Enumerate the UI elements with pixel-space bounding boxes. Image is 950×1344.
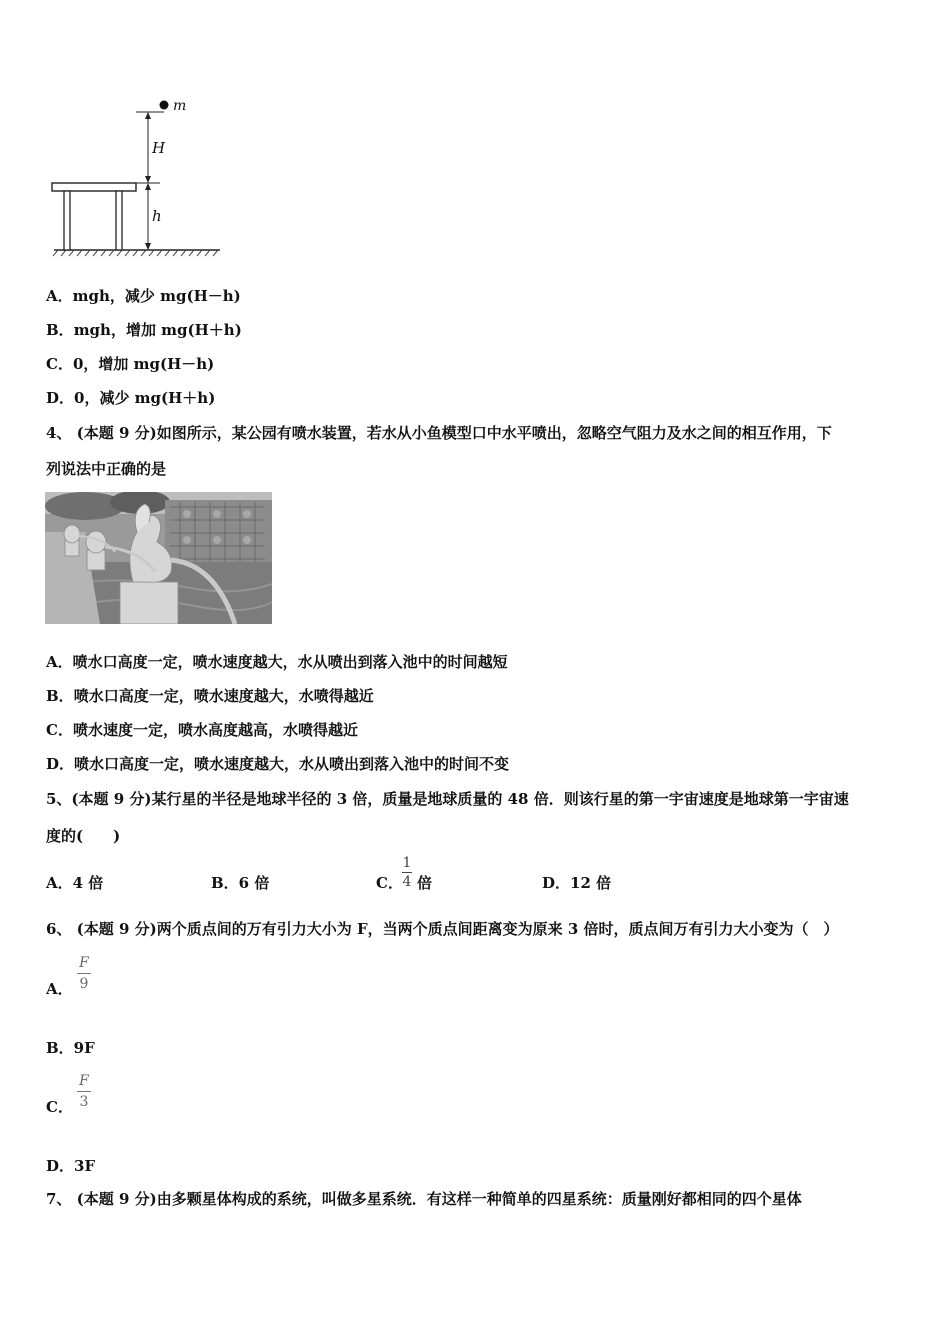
q5-option-d: D．12 倍 [542, 874, 612, 892]
q6-stem: 6、 (本题 9 分)两个质点间的万有引力大小为 F，当两个质点间距离变为原来 3 倍时，质点间万有引力大小变为（ ） [46, 920, 839, 938]
q5-stem-line2: 度的( ) [46, 827, 121, 845]
fraction-denominator: 3 [79, 1094, 89, 1110]
q5-option-c-suffix: 倍 [417, 874, 433, 892]
q6-option-c-label: C． [46, 1098, 73, 1116]
q6-option-d: D．3F [46, 1157, 96, 1175]
q6-option-a-label: A． [46, 980, 73, 998]
mass-label: m [173, 98, 187, 114]
q4-stem-line2: 列说法中正确的是 [46, 460, 167, 478]
q6-option-c-fraction [77, 1073, 91, 1110]
q5-option-a: A．4 倍 [46, 874, 104, 892]
H-label: H [152, 139, 166, 157]
q4-option-d: D．喷水口高度一定，喷水速度越大，水从喷出到落入池中的时间不变 [46, 755, 510, 773]
q7-stem: 7、 (本题 9 分)由多颗星体构成的系统，叫做多星系统．有这样一种简单的四星系统：质量刚好都相同的四个星体 [46, 1190, 802, 1208]
q6-option-a-fraction [77, 955, 91, 992]
h-label: h [152, 207, 162, 225]
q6-option-b: B．9F [46, 1039, 95, 1057]
q4-stem-line1: 4、 (本题 9 分)如图所示，某公园有喷水装置，若水从小鱼模型口中水平喷出，忽略空气阻力及水之间的相互作用，下 [46, 424, 832, 442]
fraction-denominator: 9 [79, 976, 89, 992]
fraction-numerator: F [79, 1073, 89, 1089]
table-height-figure [40, 92, 240, 262]
fraction-denominator: 4 [402, 874, 412, 890]
q3-option-d: D．0，减少 mg(H＋h) [46, 389, 216, 407]
q5-option-c-label: C． [376, 874, 403, 892]
q3-option-c: C．0，增加 mg(H－h) [46, 355, 215, 373]
fraction-numerator: 1 [402, 855, 412, 871]
q4-option-a: A．喷水口高度一定，喷水速度越大，水从喷出到落入池中的时间越短 [46, 653, 508, 671]
fraction-numerator: F [79, 955, 89, 971]
q5-option-b: B．6 倍 [211, 874, 270, 892]
q5-option-c-fraction [402, 855, 412, 890]
q4-option-c: C．喷水速度一定，喷水高度越高，水喷得越近 [46, 721, 358, 739]
q3-option-a: A．mgh，减少 mg(H－h) [46, 287, 241, 305]
q3-option-b: B．mgh，增加 mg(H＋h) [46, 321, 242, 339]
q5-stem-line1: 5、(本题 9 分)某行星的半径是地球半径的 3 倍，质量是地球质量的 48 倍．则该行星的第一宇宙速度是地球第一宇宙速 [46, 790, 849, 808]
fountain-photo [45, 492, 272, 624]
q4-option-b: B．喷水口高度一定，喷水速度越大，水喷得越近 [46, 687, 374, 705]
